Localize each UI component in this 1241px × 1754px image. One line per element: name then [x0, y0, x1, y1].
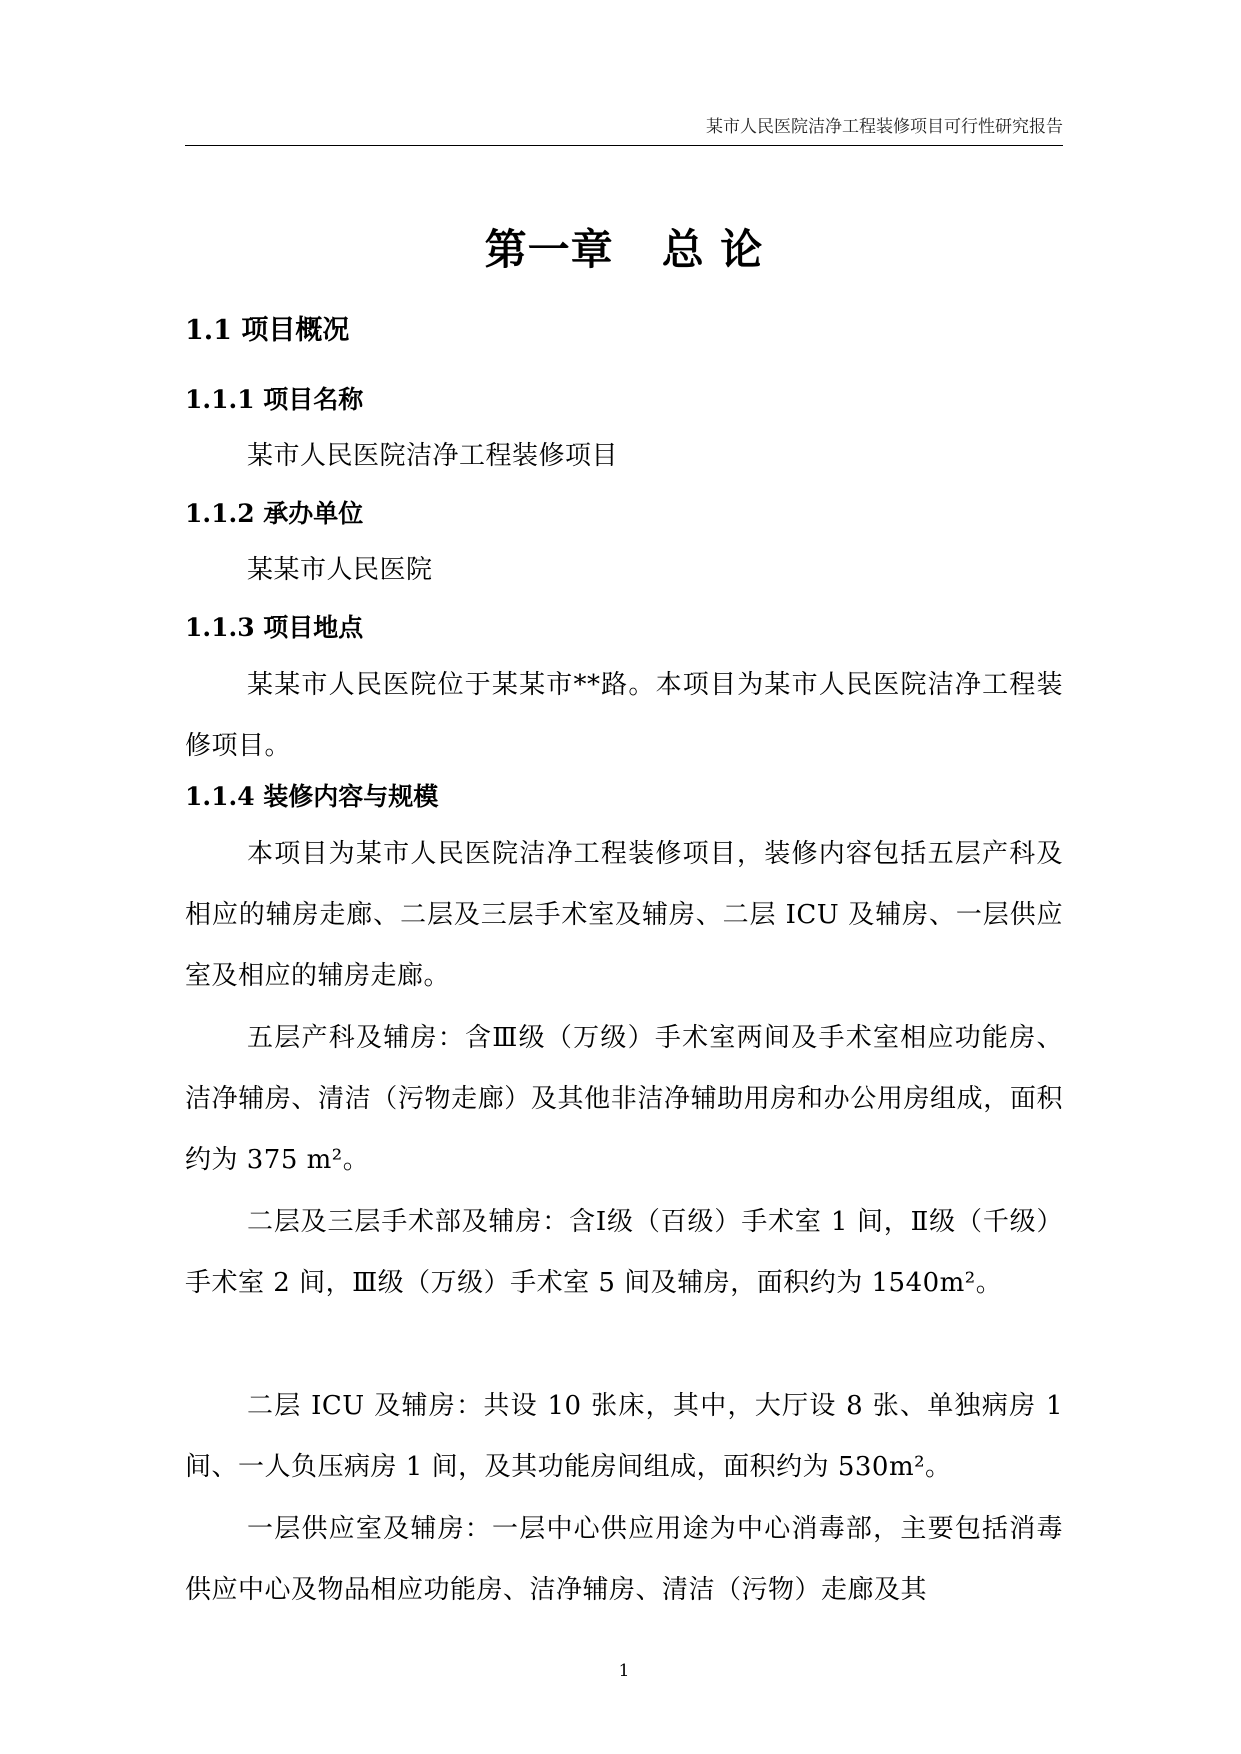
page-number: 1	[618, 1661, 630, 1681]
subsection-heading-1-1-1: 1.1.1 项目名称	[185, 385, 364, 414]
section-heading-1-1: 1.1 项目概况	[185, 315, 350, 346]
scope-paragraph-floor-1: 一层供应室及辅房：一层中心供应用途为中心消毒部，主要包括消毒供应中心及物品相应功能房、洁净辅房、清洁（污物）走廊及其	[185, 1514, 1063, 1605]
scope-paragraph-icu: 二层 ICU 及辅房：共设 10 张床，其中，大厅设 8 张、单独病房 1 间、一人负压病房 1 间，及其功能房间组成，面积约为 530m²。	[185, 1391, 1063, 1482]
scope-paragraph-floors-2-3: 二层及三层手术部及辅房：含Ⅰ级（百级）手术室 1 间，Ⅱ级（千级）手术室 2 间，Ⅲ级（万级）手术室 5 间及辅房，面积约为 1540m²。	[185, 1207, 1063, 1298]
chapter-number: 第一章	[484, 225, 614, 274]
chapter-name: 总 论	[661, 225, 764, 274]
subsection-heading-1-1-2: 1.1.2 承办单位	[185, 499, 364, 528]
subsection-heading-1-1-3: 1.1.3 项目地点	[185, 613, 364, 642]
chapter-title	[185, 222, 1063, 278]
project-name-text: 某市人民医院洁净工程装修项目	[247, 441, 619, 471]
subsection-heading-1-1-4: 1.1.4 装修内容与规模	[185, 782, 439, 811]
header-rule	[185, 145, 1063, 146]
sponsor-text: 某某市人民医院	[247, 555, 433, 585]
location-text: 某某市人民医院位于某某市**路。本项目为某市人民医院洁净工程装修项目。	[185, 670, 1063, 761]
scope-paragraph-overview: 本项目为某市人民医院洁净工程装修项目，装修内容包括五层产科及相应的辅房走廊、二层及三层手术室及辅房、二层 ICU 及辅房、一层供应室及相应的辅房走廊。	[185, 839, 1063, 991]
scope-paragraph-floor-5: 五层产科及辅房：含Ⅲ级（万级）手术室两间及手术室相应功能房、洁净辅房、清洁（污物走廊）及其他非洁净辅助用房和办公用房组成，面积约为 375 m²。	[185, 1023, 1063, 1175]
running-header: 某市人民医院洁净工程装修项目可行性研究报告	[706, 117, 1063, 137]
